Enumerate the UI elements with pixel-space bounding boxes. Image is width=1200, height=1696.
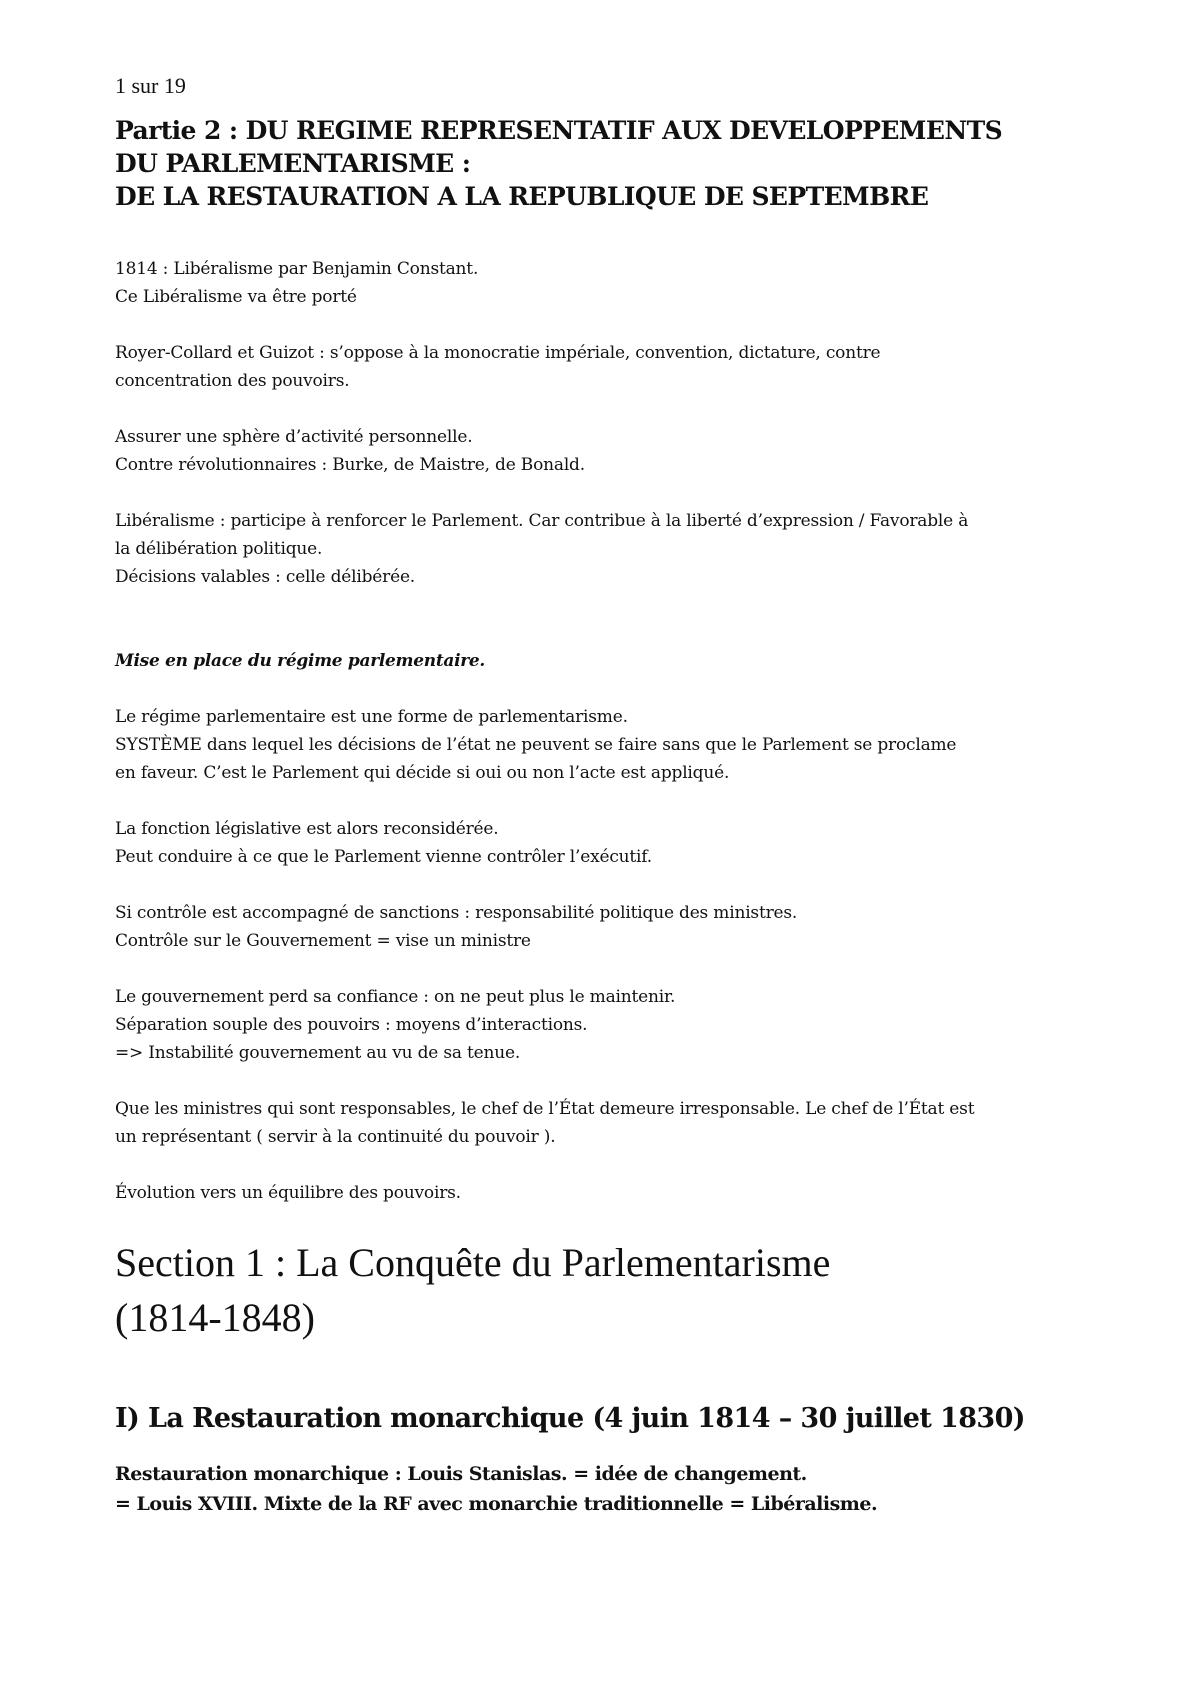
text-line: Que les ministres qui sont responsables, le chef de l’État demeure irresponsable. Le chef de l’État est — [115, 1099, 975, 1119]
document-page — [115, 72, 1115, 1519]
text-line: Contrôle sur le Gouvernement = vise un ministre — [115, 931, 531, 951]
paragraph — [115, 507, 1115, 591]
text-line: Le régime parlementaire est une forme de parlementarisme. — [115, 707, 628, 727]
paragraph — [115, 815, 1115, 871]
paragraph — [115, 255, 1115, 311]
text-line: Évolution vers un équilibre des pouvoirs. — [115, 1183, 461, 1203]
section-title — [115, 1235, 1115, 1345]
subheading: Mise en place du régime parlementaire. — [115, 651, 486, 671]
text-line: Royer-Collard et Guizot : s’oppose à la monocratie impériale, convention, dictature, contre — [115, 343, 881, 363]
text-line: Ce Libéralisme va être porté — [115, 287, 357, 307]
text-line: Libéralisme : participe à renforcer le Parlement. Car contribue à la liberté d’expression / Favorable à — [115, 511, 969, 531]
part-title-line: Partie 2 : DU REGIME REPRESENTATIF AUX DEVELOPPEMENTS — [115, 116, 1003, 145]
part-title-line: DU PARLEMENTARISME : — [115, 149, 471, 178]
chapter-paragraph — [115, 1459, 1115, 1519]
text-line: Assurer une sphère d’activité personnelle. — [115, 427, 473, 447]
paragraph — [115, 899, 1115, 955]
text-line: en faveur. C’est le Parlement qui décide si oui ou non l’acte est appliqué. — [115, 763, 730, 783]
text-line: 1814 : Libéralisme par Benjamin Constant. — [115, 259, 479, 279]
text-line: Le gouvernement perd sa confiance : on ne peut plus le maintenir. — [115, 987, 676, 1007]
text-line: = Louis XVIII. Mixte de la RF avec monarchie traditionnelle = Libéralisme. — [115, 1493, 878, 1515]
page-number: 1 sur 19 — [115, 73, 186, 98]
body-block — [115, 703, 1115, 1207]
text-line: La fonction législative est alors reconsidérée. — [115, 819, 499, 839]
chapter-title: I) La Restauration monarchique (4 juin 1814 – 30 juillet 1830) — [115, 1403, 1025, 1434]
text-line: => Instabilité gouvernement au vu de sa tenue. — [115, 1043, 521, 1063]
section-title-line: Section 1 : La Conquête du Parlementarisme — [115, 1240, 831, 1285]
text-line: concentration des pouvoirs. — [115, 371, 350, 391]
section-title-line: (1814-1848) — [115, 1295, 315, 1340]
part-title-line: DE LA RESTAURATION A LA REPUBLIQUE DE SEPTEMBRE — [115, 182, 929, 211]
paragraph — [115, 423, 1115, 479]
paragraph — [115, 983, 1115, 1067]
text-line: SYSTÈME dans lequel les décisions de l’état ne peuvent se faire sans que le Parlement se proclame — [115, 735, 957, 755]
text-line: la délibération politique. — [115, 539, 323, 559]
paragraph — [115, 339, 1115, 395]
intro-block — [115, 255, 1115, 591]
paragraph — [115, 1095, 1115, 1151]
paragraph — [115, 1179, 1115, 1207]
text-line: Décisions valables : celle délibérée. — [115, 567, 416, 587]
text-line: Séparation souple des pouvoirs : moyens d’interactions. — [115, 1015, 588, 1035]
text-line: Si contrôle est accompagné de sanctions : responsabilité politique des ministres. — [115, 903, 798, 923]
text-line: Restauration monarchique : Louis Stanislas. = idée de changement. — [115, 1463, 807, 1485]
part-title — [115, 114, 1115, 213]
text-line: Contre révolutionnaires : Burke, de Maistre, de Bonald. — [115, 455, 585, 475]
paragraph — [115, 703, 1115, 787]
text-line: un représentant ( servir à la continuité du pouvoir ). — [115, 1127, 556, 1147]
text-line: Peut conduire à ce que le Parlement vienne contrôler l’exécutif. — [115, 847, 652, 867]
